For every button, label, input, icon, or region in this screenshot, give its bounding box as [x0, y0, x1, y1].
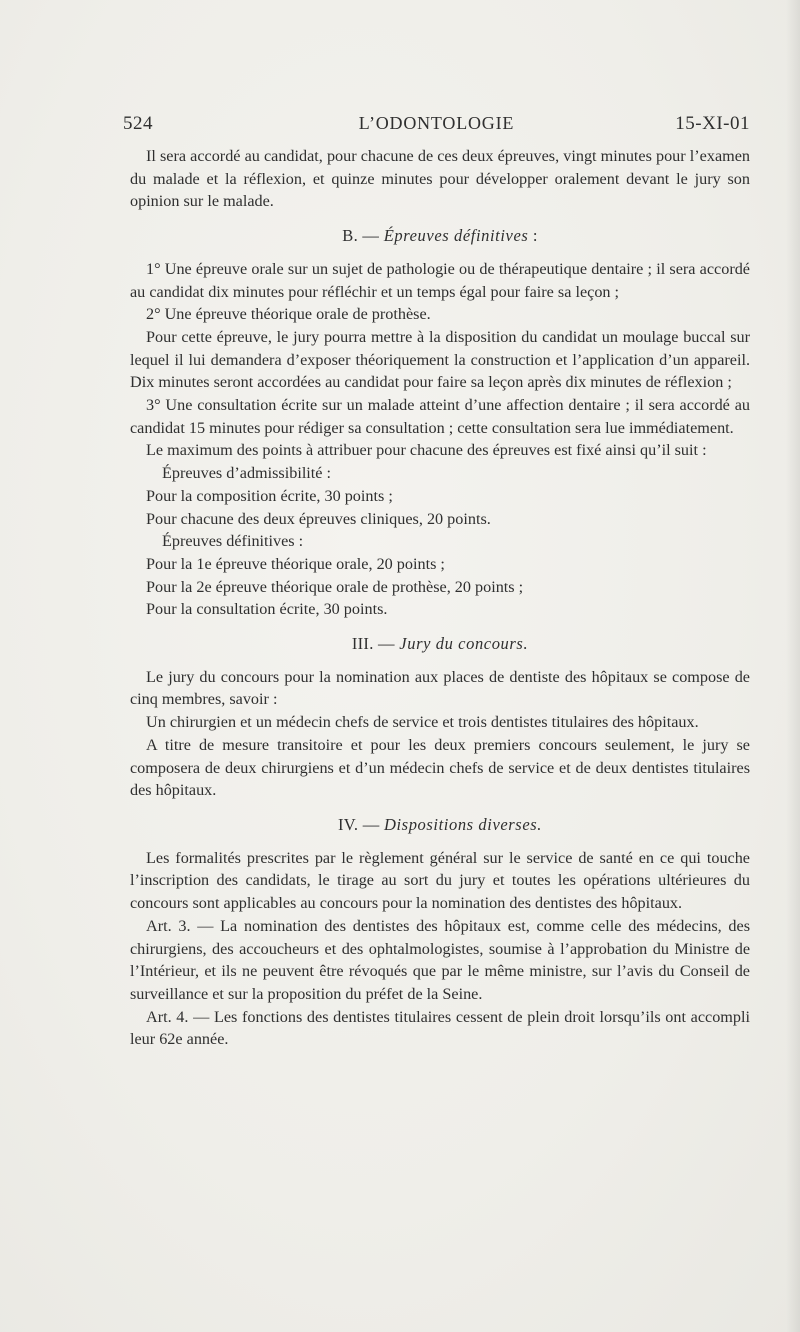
section-heading-b-prefix: B. —: [342, 226, 380, 246]
section-heading-b-title: Épreuves définitives: [383, 226, 529, 246]
list-item-first-oral: Pour la 1e épreuve théorique orale, 20 points ;: [146, 554, 445, 573]
paragraph-oral-exam: 1° Une épreuve orale sur un sujet de pathologie ou de thérapeutique dentaire ; il sera accordé au candidat dix minutes pour réfléchir et un temps égal pour faire sa leçon ;: [130, 259, 750, 301]
paragraph-transitional-jury: A titre de mesure transitoire et pour les deux premiers concours seulement, le jury se composera de deux chirurgiens et d’un médecin chefs de service et de deux dentistes titulaires des hôpitaux.: [130, 735, 750, 800]
paragraph-written-consultation: 3° Une consultation écrite sur un malade atteint d’une affection dentaire ; il sera accordé au candidat 15 minutes pour rédiger sa consultation ; cette consultation sera lue immédiatement.: [130, 396, 750, 437]
article-body: [130, 145, 750, 1051]
list-item-second-oral: Pour la 2e épreuve théorique orale de prothèse, 20 points ;: [146, 577, 524, 596]
paragraph-intro: Il sera accordé au candidat, pour chacune de ces deux épreuves, vingt minutes pour l’examen du malade et la réflexion, et quinze minutes pour développer oralement devant le jury son opinion sur le malade.: [130, 147, 750, 211]
paragraph-prosthesis-details: Pour cette épreuve, le jury pourra mettre à la disposition du candidat un moulage buccal sur lequel il lui demandera d’exposer théoriquement la construction et l’application d’un appareil. Dix minutes seront accordées au candidat pour faire sa leçon après dix minutes de réflexion ;: [130, 327, 750, 392]
list-item-consultation: Pour la consultation écrite, 30 points.: [146, 600, 388, 619]
issue-date: 15-XI-01: [675, 113, 750, 134]
section-heading-iii-title: Jury du concours.: [399, 634, 529, 654]
section-heading-iv-title: Dispositions diverses.: [383, 814, 543, 834]
paragraph-formalities: Les formalités prescrites par le règlement général sur le service de santé en ce qui touche l’inscription des candidats, le tirage au sort du jury et toutes les opérations ultérieures du concours sont applicables au concours pour la nomination des dentistes des hôpitaux.: [130, 848, 750, 913]
running-header: [123, 113, 750, 141]
paragraph-jury-composition: Le jury du concours pour la nomination aux places de dentiste des hôpitaux se compose de cinq membres, savoir :: [130, 667, 750, 709]
paragraph-jury-members: Un chirurgien et un médecin chefs de service et trois dentistes titulaires des hôpitaux.: [146, 713, 699, 732]
paragraph-article-3: Art. 3. — La nomination des dentistes des hôpitaux est, comme celle des médecins, des chirurgiens, des accoucheurs et des ophtalmologistes, soumise à l’approbation du Ministre de l’Intérieur, et ils ne peuvent être révoqués que par le même ministre, sur l’avis du Conseil de surveillance et sur la proposition du préfet de la Seine.: [130, 916, 750, 1003]
paragraph-points-intro: Le maximum des points à attribuer pour chacune des épreuves est fixé ainsi qu’il suit :: [146, 441, 707, 460]
paragraph-prosthesis-exam: 2° Une épreuve théorique orale de prothèse.: [146, 305, 431, 324]
paragraph-article-4: Art. 4. — Les fonctions des dentistes titulaires cessent de plein droit lorsqu’ils ont accompli leur 62e année.: [130, 1007, 750, 1049]
list-heading-admissibility: Épreuves d’admissibilité :: [162, 464, 332, 483]
list-heading-definitive: Épreuves définitives :: [162, 532, 304, 551]
section-heading-iii-prefix: III. —: [351, 634, 395, 654]
section-heading-iv: [130, 814, 750, 837]
section-heading-b: [130, 225, 750, 248]
journal-title: L’ODONTOLOGIE: [358, 113, 515, 133]
page-number: 524: [123, 113, 153, 134]
list-item-clinical-exams: Pour chacune des deux épreuves cliniques, 20 points.: [146, 509, 491, 528]
section-heading-iii: [130, 633, 750, 656]
section-heading-b-suffix: :: [528, 226, 538, 246]
list-item-written-composition: Pour la composition écrite, 30 points ;: [146, 486, 393, 505]
section-heading-iv-prefix: IV. —: [337, 814, 380, 834]
page-edge-shadow: [786, 0, 800, 1332]
